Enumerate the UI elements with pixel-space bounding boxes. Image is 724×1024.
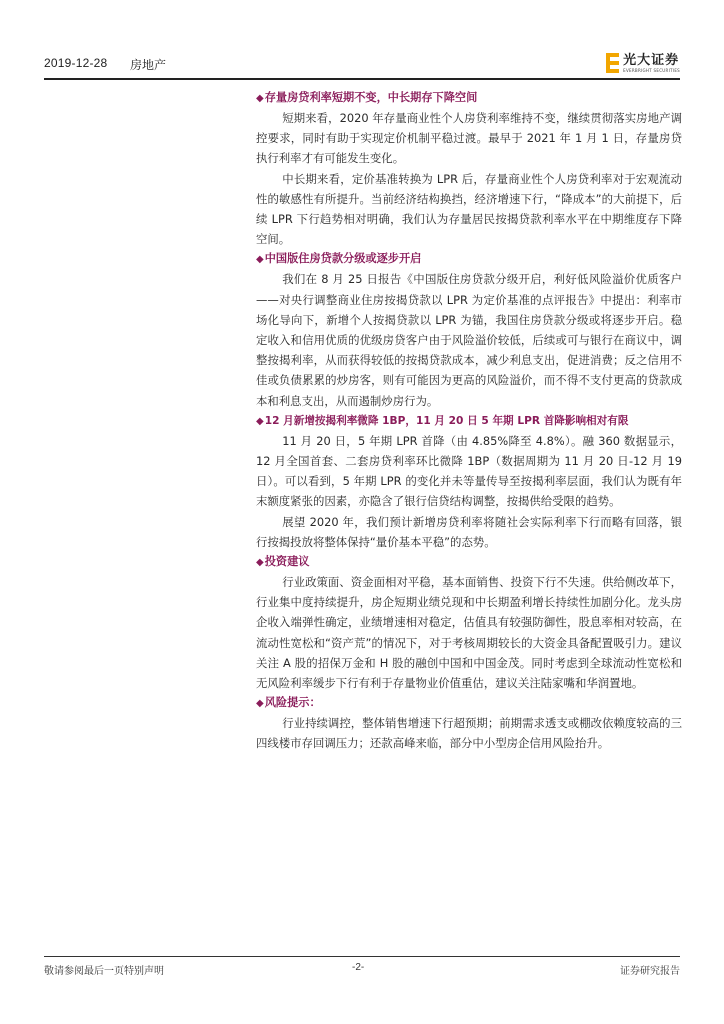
report-body xyxy=(256,88,682,754)
section-heading xyxy=(256,552,682,572)
diamond-bullet-icon: ◆ xyxy=(256,93,264,104)
section-heading-text: 风险提示： xyxy=(264,696,321,710)
section-heading-text: 12 月新增按揭利率微降 1BP，11 月 20 日 5 年期 LPR 首降影响相对有限 xyxy=(264,414,629,427)
report-date: 2019-12-28 xyxy=(44,56,108,70)
paragraph: 中长期来看，定价基准转换为 LPR 后，存量商业性个人房贷利率对于宏观流动性的敏感性有所提升。当前经济结构换挡，经济增速下行，“降成本”的大前提下，后续 LPR 下行趋势相对明确，我们认为存量居民按揭贷款利率水平在中期维度存下降空间。 xyxy=(256,171,682,247)
section-heading-text: 存量房贷利率短期不变，中长期存下降空间 xyxy=(264,91,478,104)
section-heading-text: 投资建议 xyxy=(264,555,310,569)
paragraph: 短期来看，2020 年存量商业性个人房贷利率维持不变，继续贯彻落实房地产调控要求，同时有助于实现定价机制平稳过渡。最早于 2021 年 1 月 1 日，存量房贷执行利率才有可能发生变化。 xyxy=(256,111,682,166)
page-header xyxy=(44,50,680,78)
logo-text-cn: 光大证券 xyxy=(623,52,680,68)
page-number: -2- xyxy=(352,962,365,973)
header-divider xyxy=(44,78,680,80)
company-logo xyxy=(606,50,680,76)
logo-mark-icon xyxy=(606,53,619,73)
diamond-bullet-icon: ◆ xyxy=(256,254,264,266)
paragraph: 11 月 20 日，5 年期 LPR 首降（由 4.85%降至 4.8%）。融 360 数据显示，12 月全国首套、二套房贷利率环比微降 1BP（数据周期为 11 月 20 日-12 月 19 日）。可以看到，5 年期 LPR 的变化并未等量传导至按揭利率层面，我们认为既有年末额度紧张的因素，亦隐含了银行信贷结构调整，按揭供给受限的趋势。 xyxy=(256,433,682,509)
footer-report-type: 证券研究报告 xyxy=(620,966,680,977)
section-heading-text: 中国版住房贷款分级或逐步开启 xyxy=(264,252,422,266)
diamond-bullet-icon: ◆ xyxy=(256,698,264,710)
logo-text-en: EVERBRIGHT SECURITIES xyxy=(623,67,680,73)
section-heading xyxy=(256,693,682,713)
section-heading xyxy=(256,249,682,269)
section-heading xyxy=(256,411,682,431)
footer-disclaimer: 敬请参阅最后一页特别声明 xyxy=(44,966,164,977)
diamond-bullet-icon: ◆ xyxy=(256,557,264,569)
report-sector: 房地产 xyxy=(130,58,167,72)
paragraph: 行业持续调控，整体销售增速下行超预期；前期需求透支或棚改依赖度较高的三四线楼市存回调压力；还款高峰来临，部分中小型房企信用风险抬升。 xyxy=(256,716,682,751)
paragraph: 行业政策面、资金面相对平稳，基本面销售、投资下行不失速。供给侧改革下，行业集中度持续提升，房企短期业绩兑现和中长期盈利增长持续性加剧分化。龙头房企收入端弹性确定，业绩增速相对稳定，估值具有较强防御性，股息率相对较高，在流动性宽松和“资产荒”的情况下，对于考核周期较长的大资金具备配置吸引力。建议关注 A 股的招保万金和 H 股的融创中国和中国金茂。同时考虑到全球流动性宽松和无风险利率缓步下行有利于存量物业价值重估，建议关注陆家嘴和华润置地。 xyxy=(256,575,682,691)
paragraph: 展望 2020 年，我们预计新增房贷利率将随社会实际利率下行而略有回落，银行按揭投放将整体保持“量价基本平稳”的态势。 xyxy=(256,514,682,549)
paragraph: 我们在 8 月 25 日报告《中国版住房贷款分级开启，利好低风险溢价优质客户——对央行调整商业住房按揭贷款以 LPR 为定价基准的点评报告》中提出：利率市场化导向下，新增个人按揭贷款以 LPR 为锚，我国住房贷款分级或将逐步开启。稳定收入和信用优质的优级房贷客户由于风险溢价较低，后续或可与银行在商议中，调整按揭利率，从而获得较低的按揭贷款成本，减少利息支出，促进消费；反之信用不佳或负债累累的炒房客，则有可能因为更高的风险溢价，而不得不支付更高的贷款成本和利息支出，从而遏制炒房行为。 xyxy=(256,272,682,408)
diamond-bullet-icon: ◆ xyxy=(256,415,264,427)
footer-divider xyxy=(44,956,680,957)
section-heading xyxy=(256,88,682,108)
